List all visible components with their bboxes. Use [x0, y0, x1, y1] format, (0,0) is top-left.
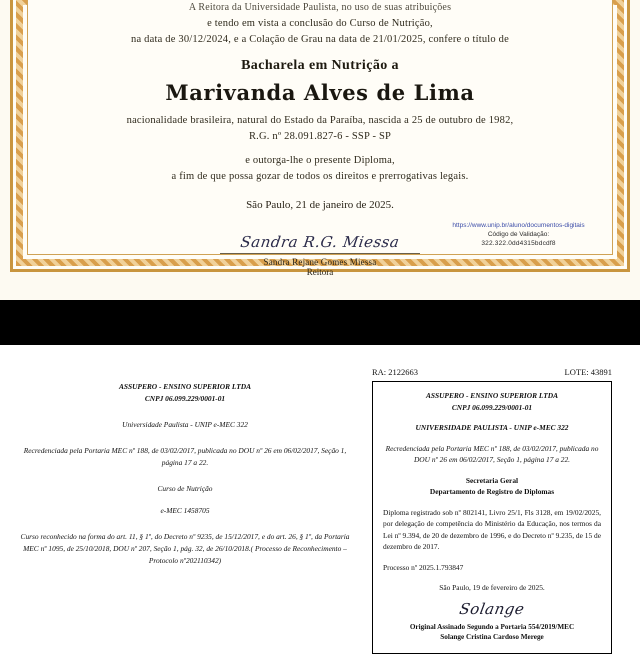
left-company-cnpj: CNPJ 06.099.229/0001-01 [144, 394, 226, 403]
right-footer [383, 622, 601, 643]
diploma-signature-rule [220, 253, 420, 254]
left-company-block [20, 381, 350, 405]
validation-label: Código de Validação: [487, 231, 550, 238]
right-footer-line-1: Original Assinado Segundo a Portaria 554/2019/MEC [409, 622, 575, 631]
diploma-line-3: na data de 30/12/2024, e a Colação de Grau na data de 21/01/2025, confere o título de [131, 34, 509, 45]
right-university: UNIVERSIDADE PAULISTA - UNIP e-MEC 322 [415, 423, 569, 432]
left-accreditation: Recredenciada pela Portaria MEC nº 188, de 03/02/2017, publicada no DOU nº 26 em 06/02/2017, Seção 1, página 17 a 22. [23, 446, 347, 467]
registration-page [0, 361, 640, 640]
diploma-spacer [40, 145, 600, 153]
validation-url[interactable]: https://www.unip.br/aluno/documentos-digitais [452, 222, 585, 229]
diploma-content [40, 0, 600, 277]
right-spacer-3 [383, 466, 601, 475]
right-place-date: São Paulo, 19 de fevereiro de 2025. [439, 583, 545, 592]
diploma-page [0, 0, 640, 300]
left-course-label: Curso de Nutrição [157, 484, 213, 493]
left-company-name: ASSUPERO - ENSINO SUPERIOR LTDA [118, 382, 252, 391]
right-spacer-1 [383, 413, 601, 422]
right-spacer-4 [383, 498, 601, 507]
diploma-signature-role: Reitora [306, 267, 334, 277]
diploma-line-2: e tendo em vista a conclusão do Curso de Nutrição, [207, 18, 433, 29]
left-column [20, 381, 350, 581]
left-university: Universidade Paulista - UNIP e-MEC 322 [122, 420, 248, 429]
diploma-signature-block [220, 233, 420, 277]
validation-code: 322.322.0dd4315bdcdf8 [481, 240, 556, 247]
ra-label: RA: 2122663 [372, 367, 419, 377]
right-spacer-2 [383, 434, 601, 443]
right-footer-line-2: Solange Cristina Cardoso Merege [440, 633, 544, 641]
page-top-margin [0, 345, 640, 361]
diploma-degree-label: Bacharela em Nutrição a [241, 58, 399, 73]
right-accreditation: Recredenciada pela Portaria MEC nº 188, de 03/02/2017, publicada no DOU nº 26 em 06/02/2017, Seção 1, página 17 a 22. [385, 443, 599, 464]
lote-label: LOTE: 43891 [564, 367, 612, 377]
right-signature-script: Solange [458, 599, 526, 618]
right-dept-line-2: Departamento de Registro de Diplomas [429, 487, 555, 496]
right-spacer-6 [383, 573, 601, 582]
diploma-line-4: nacionalidade brasileira, natural do Estado da Paraíba, nascida a 25 de outubro de 1982, [126, 115, 514, 126]
diploma-line-6: e outorga-lhe o presente Diploma, [245, 155, 395, 166]
right-registry-text: Diploma registrado sob nº 802141, Livro 25/1, Fls 3128, em 19/02/2025, por delegação de competência do Ministério da Educação, nos termos da Lei nº 9.394, de 20 de dezembro de 1996, e do Decreto nº 9.235, de 15 de dezembro de 2017. [383, 507, 601, 551]
right-signature-block [383, 600, 601, 618]
diploma-line-7: a fim de que possa gozar de todos os direitos e prerrogativas legais. [171, 171, 469, 182]
right-spacer-5 [383, 553, 601, 562]
diploma-line-5: R.G. nº 28.091.827-6 - SSP - SP [248, 131, 392, 142]
diploma-signature-name: Sandra Rejane Gomes Miessa [263, 257, 377, 267]
registration-box [372, 381, 612, 654]
diploma-validation-block [431, 221, 606, 248]
page-separator-band [0, 300, 640, 345]
ra-lote-row [372, 367, 612, 377]
right-process-number: Processo nº 2025.1.793847 [383, 562, 464, 572]
right-company-name: ASSUPERO - ENSINO SUPERIOR LTDA [425, 391, 559, 400]
right-company-cnpj: CNPJ 06.099.229/0001-01 [451, 402, 533, 412]
diploma-signature-script: Sandra R.G. Miessa [239, 233, 401, 251]
right-dept-line-1: Secretaria Geral [465, 475, 519, 485]
left-course-emec: e-MEC 1458705 [160, 506, 210, 515]
left-recognition: Curso reconhecido na forma do art. 11, § 1º, do Decreto nº 9235, de 15/12/2017, e do art. 26, § 1º, da Portaria MEC nº 1095, de 25/10/2018, DOU nº 207, Seção 1, pág. 32, de 26/10/2018.( Processo de Reconhecimento – Protocolo nº202110342) [20, 532, 350, 565]
diploma-line-1: A Reitora da Universidade Paulista, no uso de suas atribuições [188, 2, 452, 13]
diploma-place-date: São Paulo, 21 de janeiro de 2025. [246, 199, 394, 211]
diploma-student-name: Marivanda Alves de Lima [165, 80, 475, 105]
